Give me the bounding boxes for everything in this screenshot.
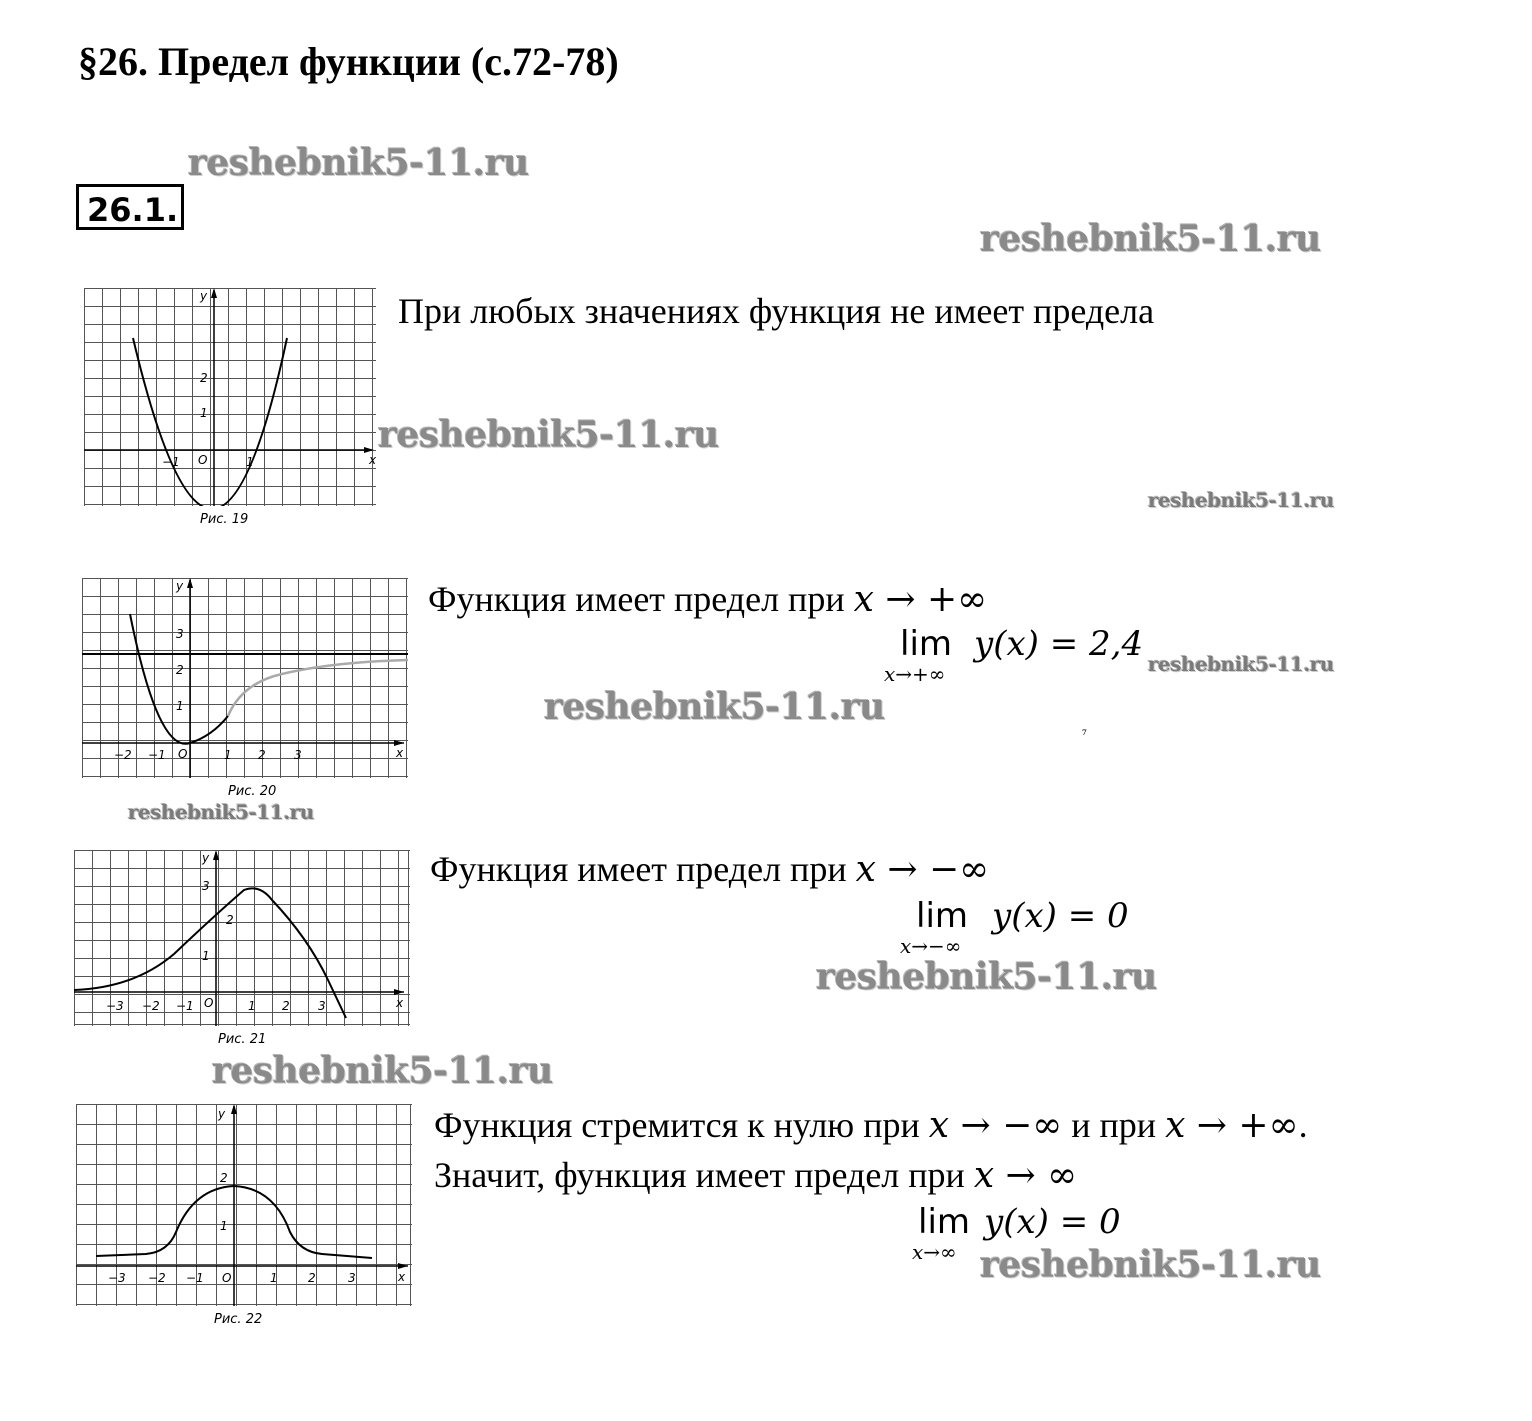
tick-y: 2: [226, 913, 234, 927]
problem-number: 26.1.: [76, 184, 184, 230]
tick-y: 1: [220, 1219, 228, 1233]
figure-caption: Рис. 22: [214, 1312, 263, 1327]
lim-operator: lim: [916, 896, 969, 936]
origin-label: O: [178, 747, 188, 761]
answer-text: [434, 1104, 1308, 1146]
lim-subscript: x→∞: [912, 1240, 957, 1264]
y-axis-label: y: [200, 289, 208, 303]
answer-text-part: Функция стремится к нулю при: [434, 1105, 929, 1145]
tick-x: −2: [142, 999, 160, 1013]
lim-subscript: x→+∞: [884, 662, 946, 686]
lim-expression: y(x) = 0: [992, 896, 1129, 936]
tick-y: 1: [176, 699, 184, 713]
origin-label: O: [222, 1271, 232, 1285]
figure-21-graph: [74, 850, 410, 1026]
math-expression: x → +∞: [853, 579, 988, 620]
tick-x: 1: [270, 1271, 278, 1285]
math-expression: x → +∞: [1165, 1105, 1299, 1146]
origin-label: O: [204, 996, 214, 1010]
figure-caption: Рис. 21: [218, 1032, 267, 1047]
tick-y: 2: [200, 371, 208, 385]
tick-x: −2: [148, 1271, 166, 1285]
tick-x: −1: [176, 999, 194, 1013]
tick-x: 1: [246, 455, 254, 469]
answer-text-part: и при: [1062, 1105, 1166, 1145]
watermark: reshebnik5-11.ru: [816, 956, 1157, 998]
tick-y: 3: [176, 627, 184, 641]
tick-x: −3: [108, 1271, 126, 1285]
watermark: reshebnik5-11.ru: [188, 142, 529, 184]
lim-subscript: x→−∞: [900, 934, 962, 958]
watermark: reshebnik5-11.ru: [1148, 488, 1334, 512]
math-expression: x → ∞: [973, 1155, 1078, 1196]
watermark: reshebnik5-11.ru: [128, 800, 314, 824]
x-axis-label: x: [396, 996, 404, 1010]
watermark: reshebnik5-11.ru: [544, 686, 885, 728]
watermark: reshebnik5-11.ru: [980, 1244, 1321, 1286]
y-axis-label: y: [176, 579, 184, 593]
watermark: reshebnik5-11.ru: [980, 218, 1321, 260]
figure-caption: Рис. 20: [228, 784, 277, 799]
tick-x: −1: [186, 1271, 204, 1285]
watermark: reshebnik5-11.ru: [212, 1050, 553, 1092]
x-axis-label: x: [396, 746, 404, 760]
lim-expression: y(x) = 0: [984, 1202, 1121, 1242]
tick-x: −3: [106, 999, 124, 1013]
lim-operator: lim: [918, 1202, 971, 1242]
math-expression: x → −∞: [855, 849, 990, 890]
figure-caption: Рис. 19: [200, 512, 249, 527]
tick-y: 2: [220, 1171, 228, 1185]
x-axis-label: x: [398, 1270, 406, 1284]
tick-x: 3: [348, 1271, 356, 1285]
figure-22-graph: [76, 1104, 412, 1306]
answer-text-part: Значит, функция имеет предел при: [434, 1155, 974, 1195]
origin-label: O: [198, 453, 208, 467]
tick-y: 1: [200, 406, 208, 420]
tick-x: 2: [282, 999, 290, 1013]
x-axis-label: x: [369, 453, 376, 467]
answer-text: [430, 848, 989, 890]
watermark: reshebnik5-11.ru: [378, 414, 719, 456]
answer-text-part: Функция имеет предел при: [428, 579, 854, 619]
figure-19-graph: [84, 288, 376, 506]
figure-20-graph: [82, 578, 408, 778]
stray-mark: ⁷: [1082, 728, 1087, 743]
y-axis-label: y: [218, 1107, 226, 1121]
lim-operator: lim: [900, 624, 953, 664]
tick-y: 2: [176, 663, 184, 677]
page-title: §26. Предел функции (с.72-78): [78, 39, 619, 84]
watermark: reshebnik5-11.ru: [1148, 652, 1334, 676]
tick-y: 1: [202, 949, 210, 963]
tick-x: 3: [294, 748, 302, 762]
tick-x: 2: [308, 1271, 316, 1285]
answer-text: [428, 578, 987, 620]
tick-y: 3: [202, 879, 210, 893]
tick-x: −1: [148, 748, 166, 762]
lim-expression: y(x) = 2,4: [974, 624, 1144, 664]
answer-text-part: .: [1298, 1105, 1308, 1145]
math-expression: x → −∞: [928, 1105, 1063, 1146]
answer-text-part: Функция имеет предел при: [430, 849, 856, 889]
answer-text: При любых значениях функция не имеет предела: [398, 291, 1155, 331]
tick-x: 1: [248, 999, 256, 1013]
y-axis-label: y: [202, 851, 210, 865]
tick-x: −2: [114, 748, 132, 762]
tick-x: 3: [318, 999, 326, 1013]
tick-x: −1: [162, 455, 180, 469]
answer-text: [434, 1154, 1077, 1196]
tick-x: 2: [258, 748, 266, 762]
tick-x: 1: [224, 748, 232, 762]
